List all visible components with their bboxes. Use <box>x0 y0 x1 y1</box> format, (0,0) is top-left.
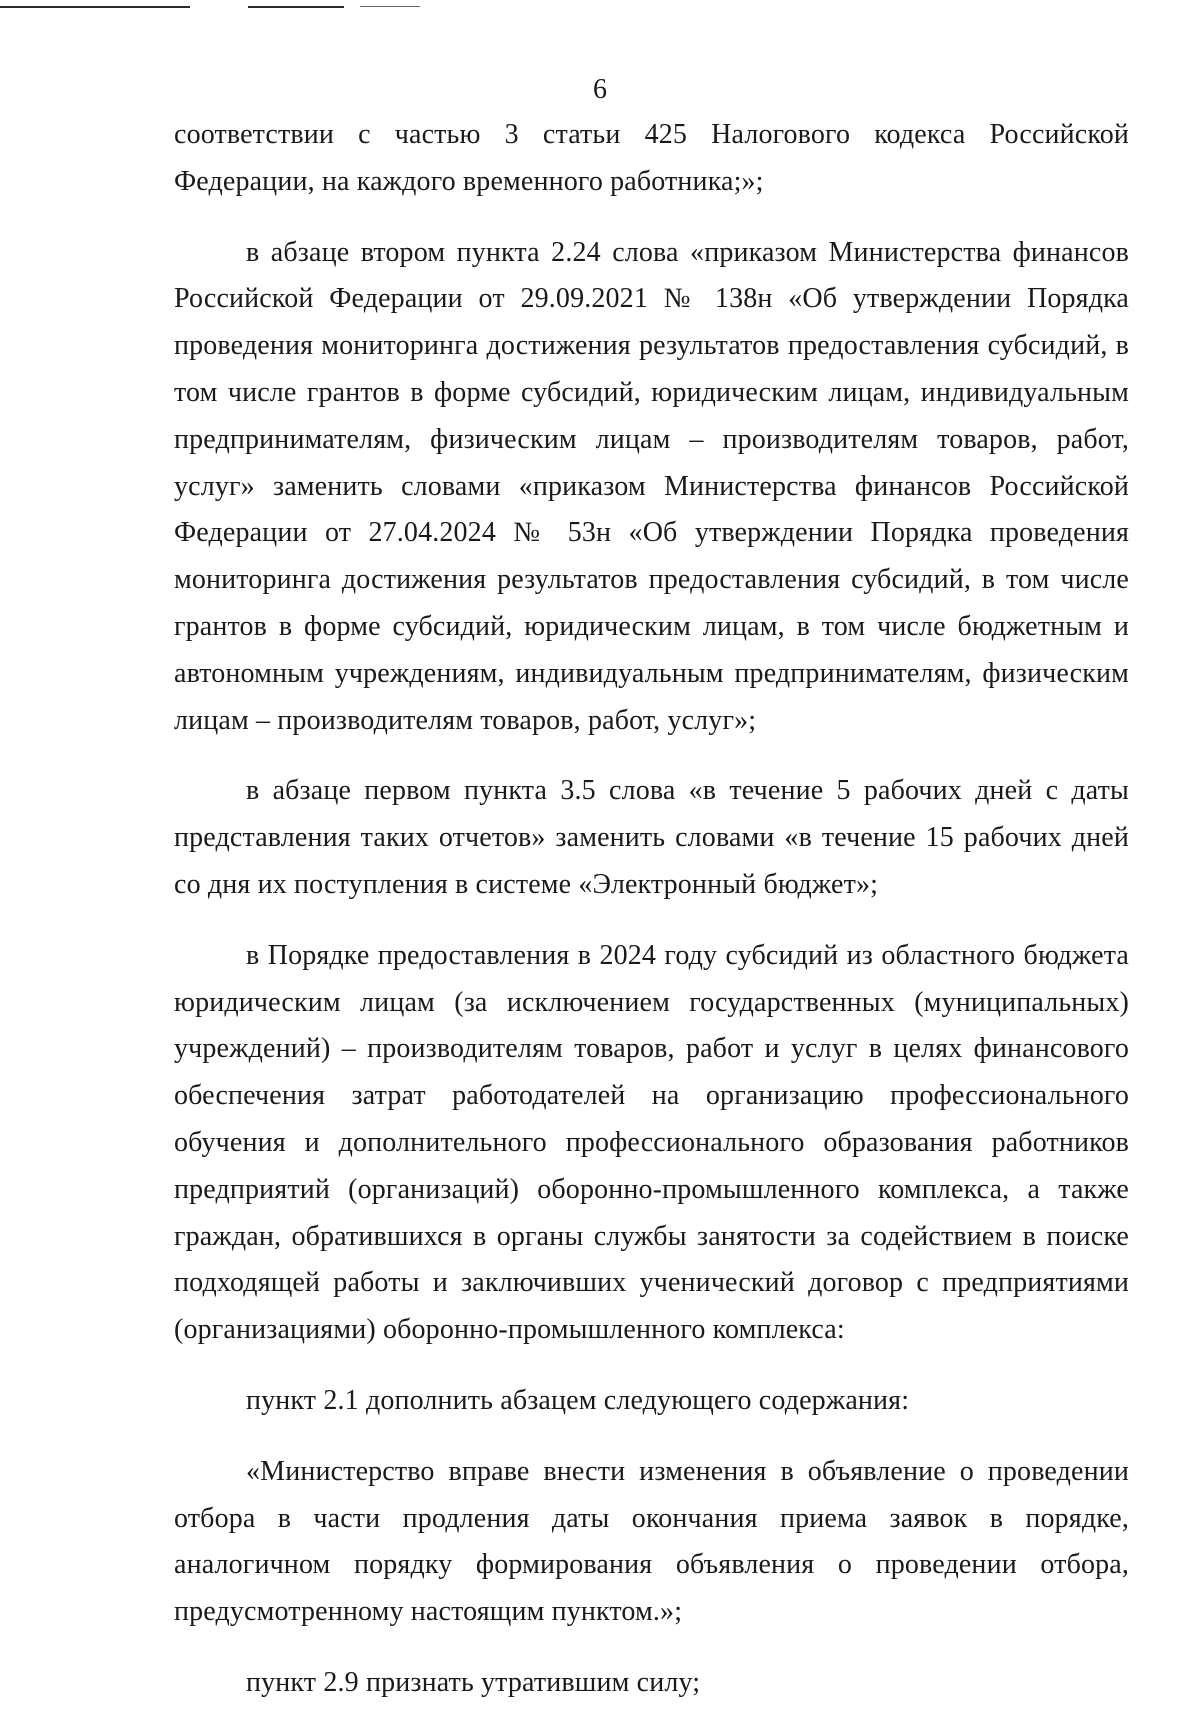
paragraph-amendment-2-1: пункт 2.1 дополнить абзацем следующего содержания: <box>246 1384 910 1416</box>
paragraph-amendment-3-5: в абзаце первом пункта 3.5 слова «в течение 5 рабочих дней с даты представления таких отчетов» заменить словами «в течение 15 рабочих дней со дня их поступления в системе «Электронный бюджет»; <box>174 775 1129 900</box>
scan-artifact-line <box>360 6 420 7</box>
paragraph-quoted-insert: «Министерство вправе внести изменения в объявление о проведении отбора в части продления даты окончания приема заявок в порядке, аналогичном порядку формирования объявления о проведении отбора, предусмотренному настоящим пунктом.»; <box>174 1455 1129 1628</box>
paragraph-procedure-title: в Порядке предоставления в 2024 году субсидий из областного бюджета юридическим лицам (за исключением государственных (муниципальных) учреждений) – производителям товаров, работ и услуг в целях финансового обеспечения затрат работодателей на организацию профессионального обучения и дополнительного профессионального образования работников предприятий (организаций) оборонно-промышленного комплекса, а также граждан, обратившихся в органы службы занятости за содействием в поиске подходящей работы и заключивших ученический договор с предприятиями (организациями) оборонно-промышленного комплекса: <box>174 939 1129 1346</box>
scan-artifact-line <box>0 6 190 8</box>
document-body <box>174 112 1129 1731</box>
scan-artifact-line <box>248 6 344 8</box>
paragraph-amendment-2-9: пункт 2.9 признать утратившим силу; <box>246 1666 701 1698</box>
page-number: 6 <box>593 74 607 105</box>
paragraph-continued-from-previous-page: соответствии с частью 3 статьи 425 Налогового кодекса Российской Федерации, на каждого временного работника;»; <box>174 119 1129 197</box>
paragraph-amendment-2-24: в абзаце втором пункта 2.24 слова «приказом Министерства финансов Российской Федерации от 29.09.2021 № 138н «Об утверждении Порядка проведения мониторинга достижения результатов предоставления субсидий, в том числе грантов в форме субсидий, юридическим лицам, индивидуальным предпринимателям, физическим лицам – производителям товаров, работ, услуг» заменить словами «приказом Министерства финансов Российской Федерации от 27.04.2024 № 53н «Об утверждении Порядка проведения мониторинга достижения результатов предоставления субсидий, в том числе грантов в форме субсидий, юридическим лицам, в том числе бюджетным и автономным учреждениям, индивидуальным предпринимателям, физическим лицам – производителям товаров, работ, услуг»; <box>174 236 1129 736</box>
